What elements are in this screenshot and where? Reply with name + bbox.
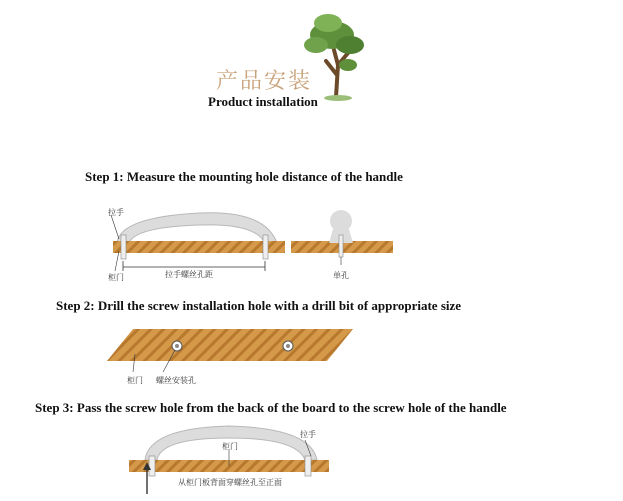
step-3-instruction-label: 从柜门板背面穿螺丝孔至正面 (178, 478, 282, 487)
step-1-distance-label: 拉手螺丝孔距 (165, 270, 213, 279)
step-3-text: Step 3: Pass the screw hole from the back of the board to the screw hole of the handle (35, 400, 507, 415)
step-2-door-label: 柜门 (127, 376, 143, 385)
step-1-handle-diagram (105, 205, 395, 280)
step-2-text: Step 2: Drill the screw installation hole with a drill bit of appropriate size (56, 298, 462, 313)
step-1-text: Step 1: Measure the mounting hole distance of the handle (85, 169, 403, 184)
step-1-handle-label: 拉手 (108, 208, 124, 217)
step-3-door-label: 柜门 (222, 442, 238, 451)
page-title-cn: 产品安装 (216, 69, 313, 94)
step-1-single-hole-label: 单孔 (333, 271, 349, 280)
page-subtitle: Product installation (208, 94, 318, 109)
step-3-handle-label: 拉手 (300, 430, 316, 439)
step-2-hole-label: 螺丝安装孔 (156, 376, 196, 385)
step-1-door-label: 柜门 (108, 273, 124, 282)
